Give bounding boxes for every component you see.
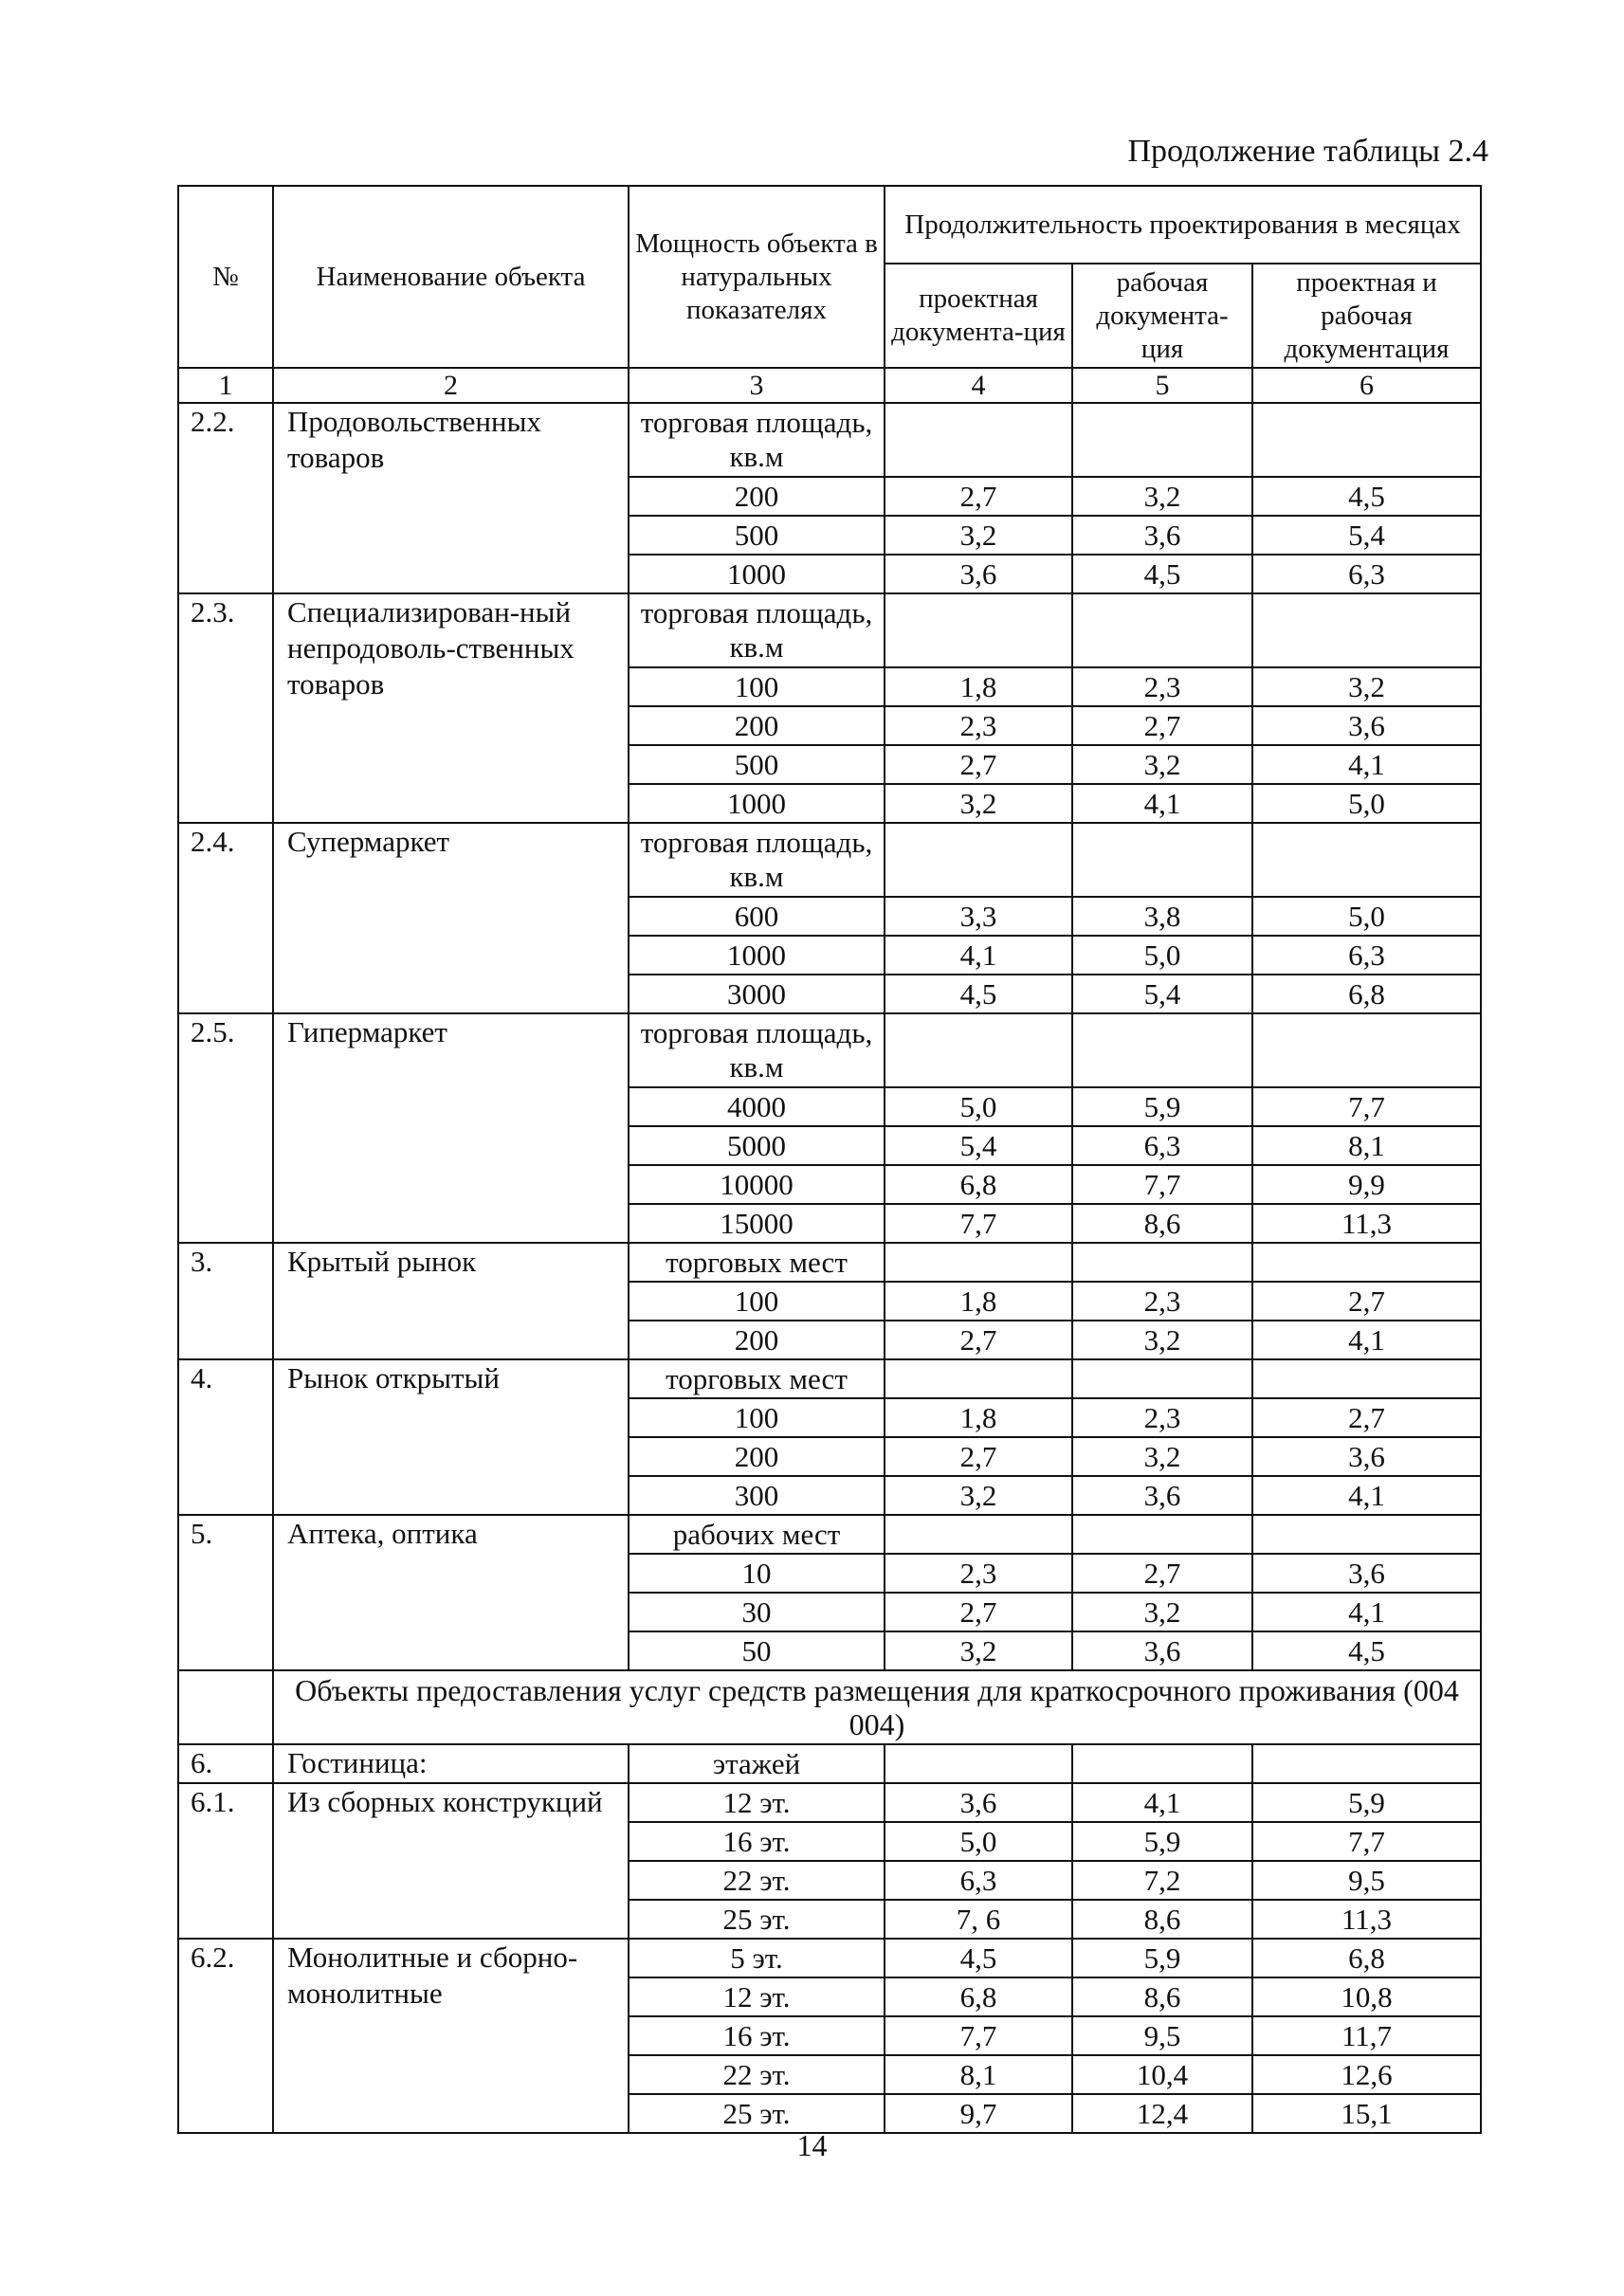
header-design-doc: проектная документа-ция — [885, 264, 1072, 368]
column-number: 4 — [885, 368, 1072, 403]
table-row — [178, 1515, 1481, 1554]
table-row — [178, 1783, 1481, 1822]
working-doc-months: 2,3 — [1072, 667, 1252, 706]
design-doc-months: 6,8 — [885, 1977, 1072, 2016]
object-name: Гостиница: — [273, 1744, 629, 1783]
design-doc-months: 3,2 — [885, 1476, 1072, 1515]
both-doc-months: 11,3 — [1252, 1900, 1481, 1939]
capacity-value: 5 эт. — [629, 1939, 885, 1977]
design-doc-months: 7,7 — [885, 1204, 1072, 1243]
row-number: 6.1. — [178, 1783, 273, 1939]
row-number: 2.4. — [178, 823, 273, 1013]
design-doc-months: 2,7 — [885, 1437, 1072, 1476]
working-doc-months: 7,7 — [1072, 1165, 1252, 1204]
table-row — [178, 593, 1481, 667]
capacity-value: 30 — [629, 1593, 885, 1631]
capacity-value: 10 — [629, 1554, 885, 1593]
working-doc-months: 4,1 — [1072, 1783, 1252, 1822]
section-row — [178, 1670, 1481, 1744]
design-doc-months: 3,3 — [885, 897, 1072, 936]
both-doc-months: 9,9 — [1252, 1165, 1481, 1204]
working-doc-months: 4,5 — [1072, 555, 1252, 593]
both-doc-months: 12,6 — [1252, 2055, 1481, 2094]
page-number: 14 — [796, 2128, 828, 2162]
row-number: 2.2. — [178, 403, 273, 593]
design-doc-months: 2,7 — [885, 1321, 1072, 1359]
object-name: Аптека, оптика — [273, 1515, 629, 1670]
capacity-value: 600 — [629, 897, 885, 936]
header-duration: Продолжительность проектирования в месяцах — [885, 186, 1481, 264]
design-doc-months: 5,0 — [885, 1087, 1072, 1126]
column-number: 3 — [629, 368, 885, 403]
capacity-unit: этажей — [629, 1744, 885, 1783]
column-number: 1 — [178, 368, 273, 403]
working-doc-months: 3,2 — [1072, 1437, 1252, 1476]
both-doc-months: 6,3 — [1252, 936, 1481, 975]
header-both-doc: проектная и рабочая документация — [1252, 264, 1481, 368]
working-doc-months: 9,5 — [1072, 2016, 1252, 2055]
capacity-unit: торговая площадь, кв.м — [629, 823, 885, 897]
both-doc-months: 4,1 — [1252, 1476, 1481, 1515]
design-doc-months: 6,3 — [885, 1861, 1072, 1900]
object-name: Крытый рынок — [273, 1243, 629, 1359]
design-doc-months: 4,5 — [885, 1939, 1072, 1977]
capacity-value: 1000 — [629, 784, 885, 823]
design-doc-months: 5,0 — [885, 1822, 1072, 1861]
capacity-unit: торговых мест — [629, 1243, 885, 1282]
both-doc-months: 5,4 — [1252, 516, 1481, 555]
row-number: 4. — [178, 1359, 273, 1515]
working-doc-months: 6,3 — [1072, 1126, 1252, 1165]
table-row — [178, 1013, 1481, 1087]
both-doc-months: 3,2 — [1252, 667, 1481, 706]
column-number-row — [178, 368, 1481, 403]
object-name: Рынок открытый — [273, 1359, 629, 1515]
row-number: 2.3. — [178, 593, 273, 823]
design-doc-months: 7,7 — [885, 2016, 1072, 2055]
both-doc-months: 5,9 — [1252, 1783, 1481, 1822]
working-doc-months: 5,9 — [1072, 1087, 1252, 1126]
both-doc-months: 4,1 — [1252, 1321, 1481, 1359]
capacity-unit: торговая площадь, кв.м — [629, 1013, 885, 1087]
working-doc-months: 3,2 — [1072, 1321, 1252, 1359]
working-doc-months: 3,6 — [1072, 516, 1252, 555]
design-doc-months: 2,7 — [885, 477, 1072, 516]
working-doc-months: 7,2 — [1072, 1861, 1252, 1900]
header-no: № — [178, 186, 273, 368]
design-doc-months: 9,7 — [885, 2094, 1072, 2133]
column-number: 6 — [1252, 368, 1481, 403]
both-doc-months: 5,0 — [1252, 784, 1481, 823]
section-title: Объекты предоставления услуг средств размещения для краткосрочного проживания (004 004) — [273, 1670, 1481, 1744]
design-doc-months: 8,1 — [885, 2055, 1072, 2094]
both-doc-months: 4,5 — [1252, 477, 1481, 516]
both-doc-months: 6,3 — [1252, 555, 1481, 593]
capacity-value: 300 — [629, 1476, 885, 1515]
table-row — [178, 403, 1481, 477]
both-doc-months: 3,6 — [1252, 1554, 1481, 1593]
design-doc-months: 3,6 — [885, 1783, 1072, 1822]
table-caption: Продолжение таблицы 2.4 — [1127, 134, 1488, 169]
header-name: Наименование объекта — [273, 186, 629, 368]
design-duration-table — [177, 185, 1482, 2134]
table-row — [178, 1359, 1481, 1398]
header-capacity: Мощность объекта в натуральных показателях — [629, 186, 885, 368]
capacity-unit: торговая площадь, кв.м — [629, 593, 885, 667]
object-name: Продовольственных товаров — [273, 403, 629, 593]
table-row — [178, 823, 1481, 897]
capacity-value: 3000 — [629, 975, 885, 1013]
row-number: 3. — [178, 1243, 273, 1359]
working-doc-months: 10,4 — [1072, 2055, 1252, 2094]
design-doc-months: 3,6 — [885, 555, 1072, 593]
both-doc-months: 4,1 — [1252, 745, 1481, 784]
object-name: Супермаркет — [273, 823, 629, 1013]
working-doc-months: 2,3 — [1072, 1282, 1252, 1321]
both-doc-months: 2,7 — [1252, 1398, 1481, 1437]
working-doc-months: 3,2 — [1072, 1593, 1252, 1631]
capacity-value: 100 — [629, 1282, 885, 1321]
design-doc-months: 1,8 — [885, 1282, 1072, 1321]
capacity-value: 200 — [629, 706, 885, 745]
both-doc-months: 2,7 — [1252, 1282, 1481, 1321]
table-body — [178, 368, 1481, 2133]
both-doc-months: 15,1 — [1252, 2094, 1481, 2133]
capacity-value: 100 — [629, 667, 885, 706]
working-doc-months: 12,4 — [1072, 2094, 1252, 2133]
working-doc-months: 5,9 — [1072, 1939, 1252, 1977]
row-number: 2.5. — [178, 1013, 273, 1243]
working-doc-months: 8,6 — [1072, 1977, 1252, 2016]
working-doc-months: 2,7 — [1072, 1554, 1252, 1593]
column-number: 2 — [273, 368, 629, 403]
capacity-value: 12 эт. — [629, 1783, 885, 1822]
row-number: 5. — [178, 1515, 273, 1670]
capacity-value: 200 — [629, 477, 885, 516]
working-doc-months: 5,0 — [1072, 936, 1252, 975]
capacity-value: 200 — [629, 1437, 885, 1476]
capacity-value: 4000 — [629, 1087, 885, 1126]
table-row — [178, 1939, 1481, 1977]
both-doc-months: 3,6 — [1252, 1437, 1481, 1476]
both-doc-months: 4,5 — [1252, 1631, 1481, 1670]
design-doc-months: 2,7 — [885, 745, 1072, 784]
design-doc-months: 3,2 — [885, 784, 1072, 823]
capacity-value: 1000 — [629, 555, 885, 593]
capacity-value: 50 — [629, 1631, 885, 1670]
capacity-value: 25 эт. — [629, 2094, 885, 2133]
capacity-value: 500 — [629, 516, 885, 555]
capacity-value: 200 — [629, 1321, 885, 1359]
design-doc-months: 6,8 — [885, 1165, 1072, 1204]
both-doc-months: 6,8 — [1252, 975, 1481, 1013]
capacity-value: 5000 — [629, 1126, 885, 1165]
working-doc-months: 3,2 — [1072, 745, 1252, 784]
design-doc-months: 2,3 — [885, 1554, 1072, 1593]
working-doc-months: 2,3 — [1072, 1398, 1252, 1437]
both-doc-months: 11,3 — [1252, 1204, 1481, 1243]
capacity-unit: торговая площадь, кв.м — [629, 403, 885, 477]
design-doc-months: 1,8 — [885, 1398, 1072, 1437]
both-doc-months: 5,0 — [1252, 897, 1481, 936]
capacity-value: 16 эт. — [629, 2016, 885, 2055]
table-row — [178, 1243, 1481, 1282]
both-doc-months: 4,1 — [1252, 1593, 1481, 1631]
capacity-value: 500 — [629, 745, 885, 784]
working-doc-months: 3,2 — [1072, 477, 1252, 516]
header-working-doc: рабочая документа-ция — [1072, 264, 1252, 368]
both-doc-months: 6,8 — [1252, 1939, 1481, 1977]
capacity-value: 15000 — [629, 1204, 885, 1243]
working-doc-months: 2,7 — [1072, 706, 1252, 745]
object-name: Монолитные и сборно-монолитные — [273, 1939, 629, 2133]
working-doc-months: 3,6 — [1072, 1631, 1252, 1670]
both-doc-months: 9,5 — [1252, 1861, 1481, 1900]
working-doc-months: 5,4 — [1072, 975, 1252, 1013]
working-doc-months: 3,8 — [1072, 897, 1252, 936]
design-doc-months: 2,3 — [885, 706, 1072, 745]
design-doc-months: 2,7 — [885, 1593, 1072, 1631]
working-doc-months: 4,1 — [1072, 784, 1252, 823]
design-doc-months: 3,2 — [885, 516, 1072, 555]
capacity-value: 16 эт. — [629, 1822, 885, 1861]
design-doc-months: 5,4 — [885, 1126, 1072, 1165]
object-name: Специализирован-ный непродоволь-ственных товаров — [273, 593, 629, 823]
both-doc-months: 10,8 — [1252, 1977, 1481, 2016]
design-doc-months: 1,8 — [885, 667, 1072, 706]
object-name: Гипермаркет — [273, 1013, 629, 1243]
working-doc-months: 8,6 — [1072, 1204, 1252, 1243]
capacity-value: 100 — [629, 1398, 885, 1437]
working-doc-months: 3,6 — [1072, 1476, 1252, 1515]
both-doc-months: 8,1 — [1252, 1126, 1481, 1165]
column-number: 5 — [1072, 368, 1252, 403]
both-doc-months: 7,7 — [1252, 1087, 1481, 1126]
capacity-value: 12 эт. — [629, 1977, 885, 2016]
both-doc-months: 3,6 — [1252, 706, 1481, 745]
capacity-value: 25 эт. — [629, 1900, 885, 1939]
both-doc-months: 7,7 — [1252, 1822, 1481, 1861]
working-doc-months: 5,9 — [1072, 1822, 1252, 1861]
capacity-value: 1000 — [629, 936, 885, 975]
table-row — [178, 1744, 1481, 1783]
object-name: Из сборных конструкций — [273, 1783, 629, 1939]
capacity-value: 22 эт. — [629, 1861, 885, 1900]
row-number: 6.2. — [178, 1939, 273, 2133]
design-doc-months: 4,1 — [885, 936, 1072, 975]
capacity-value: 10000 — [629, 1165, 885, 1204]
capacity-unit: рабочих мест — [629, 1515, 885, 1554]
capacity-value: 22 эт. — [629, 2055, 885, 2094]
design-doc-months: 3,2 — [885, 1631, 1072, 1670]
design-doc-months: 7, 6 — [885, 1900, 1072, 1939]
both-doc-months: 11,7 — [1252, 2016, 1481, 2055]
working-doc-months: 8,6 — [1072, 1900, 1252, 1939]
design-doc-months: 4,5 — [885, 975, 1072, 1013]
capacity-unit: торговых мест — [629, 1359, 885, 1398]
row-number: 6. — [178, 1744, 273, 1783]
